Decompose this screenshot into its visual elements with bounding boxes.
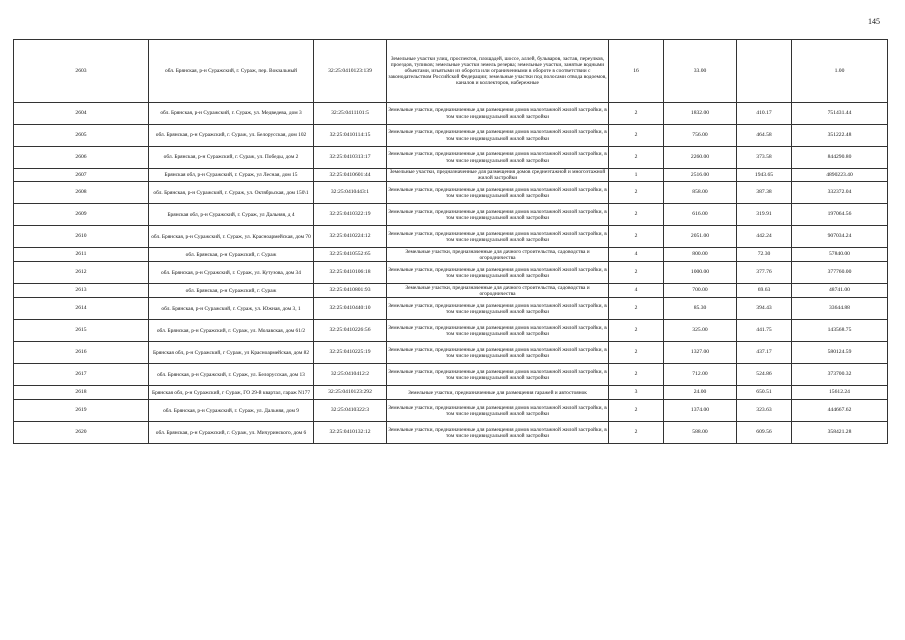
land-use-cell: Земельные участки, предназначенные для размещения домов малоэтажной жилой застройки, в том числе индивидуальной жилой застройки: [387, 147, 609, 169]
cadastral-value-cell: 15612.24: [792, 386, 888, 400]
row-number-cell: 2604: [14, 103, 149, 125]
registry-table: [13, 39, 888, 444]
cadastral-value-cell: 4890223.40: [792, 169, 888, 182]
row-number-cell: 2619: [14, 400, 149, 422]
area-cell: 616.00: [664, 204, 737, 226]
cadastral-number-cell: 32:25:0410123:139: [314, 40, 387, 103]
land-use-cell: Земельные участки, предназначенные для размещения домов малоэтажной жилой застройки, в том числе индивидуальной жилой застройки: [387, 342, 609, 364]
group-number-cell: 2: [609, 262, 664, 284]
land-use-cell: Земельные участки улиц, проспектов, площадей, шоссе, аллей, бульваров, застав, переулков, проездов, тупиков; земельные участки земель резерва; земельные участки, занятые водными объектами, изъятыми из оборота или ограниченными в обороте в соответствии с законодательством Российской Федерации; земельные участки под полосами отвода водоемов, каналов и коллекторов, набережные: [387, 40, 609, 103]
row-number-cell: 2617: [14, 364, 149, 386]
group-number-cell: 3: [609, 386, 664, 400]
cadastral-number-cell: 32:25:0410440:10: [314, 298, 387, 320]
land-use-cell: Земельные участки, предназначенные для размещения домов малоэтажной жилой застройки, в том числе индивидуальной жилой застройки: [387, 226, 609, 248]
cadastral-value-cell: 907034.24: [792, 226, 888, 248]
table-row: [14, 364, 888, 386]
address-cell: обл. Брянская, р-н Суражский, г. Сураж, ул. Белорусская, дом 13: [149, 364, 314, 386]
land-use-cell: Земельные участки, предназначенные для размещения домов малоэтажной жилой застройки, в том числе индивидуальной жилой застройки: [387, 182, 609, 204]
specific-value-cell: 410.17: [737, 103, 792, 125]
area-cell: 1374.00: [664, 400, 737, 422]
address-cell: Брянская обл, р-н Суражский, г. Сураж, ул Лесная, дом 15: [149, 169, 314, 182]
specific-value-cell: 394.43: [737, 298, 792, 320]
specific-value-cell: 609.56: [737, 422, 792, 444]
specific-value-cell: [737, 40, 792, 103]
area-cell: 588.00: [664, 422, 737, 444]
cadastral-number-cell: 32:25:0410132:12: [314, 422, 387, 444]
group-number-cell: 2: [609, 298, 664, 320]
row-number-cell: 2609: [14, 204, 149, 226]
specific-value-cell: 373.58: [737, 147, 792, 169]
table-row: [14, 169, 888, 182]
cadastral-number-cell: 32:25:0410123:292: [314, 386, 387, 400]
area-cell: 800.00: [664, 248, 737, 262]
address-cell: Брянская обл, р-н Суражский, г. Сураж, ул Дальняя, д 4: [149, 204, 314, 226]
group-number-cell: 2: [609, 422, 664, 444]
area-cell: 325.00: [664, 320, 737, 342]
row-number-cell: 2611: [14, 248, 149, 262]
table-row: [14, 125, 888, 147]
address-cell: Брянская обл, р-н Суражский, г Сураж, ул Красноармейская, дом 82: [149, 342, 314, 364]
table-row: [14, 40, 888, 103]
address-cell: обл. Брянская, р-н Суражский, г. Сураж, ул. Победы, дом 2: [149, 147, 314, 169]
row-number-cell: 2603: [14, 40, 149, 103]
cadastral-number-cell: 32:25:0410106:18: [314, 262, 387, 284]
cadastral-number-cell: 32:25:0410601:44: [314, 169, 387, 182]
area-cell: 2051.00: [664, 226, 737, 248]
table-row: [14, 226, 888, 248]
row-number-cell: 2620: [14, 422, 149, 444]
cadastral-number-cell: 32:25:0410114:15: [314, 125, 387, 147]
group-number-cell: 4: [609, 284, 664, 298]
table-row: [14, 400, 888, 422]
land-use-cell: Земельные участки, предназначенные для дачного строительства, садоводства и огородничества: [387, 284, 609, 298]
area-cell: 2260.00: [664, 147, 737, 169]
cadastral-number-cell: 32:25:0410322:3: [314, 400, 387, 422]
row-number-cell: 2606: [14, 147, 149, 169]
address-cell: обл. Брянская, р-н Суражский, г. Сураж, ул. Южная, дом 3, 1: [149, 298, 314, 320]
cadastral-number-cell: 32:25:0410225:19: [314, 342, 387, 364]
cadastral-number-cell: 32:25:0410443:1: [314, 182, 387, 204]
table-row: [14, 204, 888, 226]
area-cell: 756.00: [664, 125, 737, 147]
cadastral-value-cell: 143568.75: [792, 320, 888, 342]
land-use-cell: Земельные участки, предназначенные для размещения домов малоэтажной жилой застройки, в том числе индивидуальной жилой застройки: [387, 422, 609, 444]
cadastral-value-cell: 197064.56: [792, 204, 888, 226]
land-use-cell: Земельные участки, предназначенные для размещения домов малоэтажной жилой застройки, в том числе индивидуальной жилой застройки: [387, 204, 609, 226]
row-number-cell: 2605: [14, 125, 149, 147]
specific-value-cell: 69.63: [737, 284, 792, 298]
group-number-cell: 2: [609, 182, 664, 204]
specific-value-cell: 442.24: [737, 226, 792, 248]
address-cell: Брянская обл, р-н Суражский, г Сураж, ГО 29-й квартал, гараж N177: [149, 386, 314, 400]
specific-value-cell: 650.51: [737, 386, 792, 400]
address-cell: обл. Брянская, р-н Суражский, г. Сураж, ул. Молавская, дом 61/2: [149, 320, 314, 342]
area-cell: 33.00: [664, 40, 737, 103]
area-cell: 1000.00: [664, 262, 737, 284]
row-number-cell: 2618: [14, 386, 149, 400]
address-cell: обл. Брянская, р-н Суражский, г. Сураж, ул. Мичуринского, дом 6: [149, 422, 314, 444]
land-use-cell: Земельные участки, предназначенные для размещения домов малоэтажной жилой застройки, в том числе индивидуальной жилой застройки: [387, 400, 609, 422]
cadastral-number-cell: 32:25:0411101:5: [314, 103, 387, 125]
land-use-cell: Земельные участки, предназначенные для размещения домов малоэтажной жилой застройки, в том числе индивидуальной жилой застройки: [387, 298, 609, 320]
land-use-cell: Земельные участки, предназначенные для размещения домов малоэтажной жилой застройки, в том числе индивидуальной жилой застройки: [387, 364, 609, 386]
land-use-cell: Земельные участки, предназначенные для размещения домов малоэтажной жилой застройки, в том числе индивидуальной жилой застройки: [387, 125, 609, 147]
table-row: [14, 298, 888, 320]
group-number-cell: 2: [609, 320, 664, 342]
cadastral-value-cell: 580124.59: [792, 342, 888, 364]
address-cell: обл. Брянская, р-н Суражский, г. Сураж, ул. Дальняя, дом 9: [149, 400, 314, 422]
group-number-cell: 1: [609, 169, 664, 182]
cadastral-value-cell: 751431.44: [792, 103, 888, 125]
row-number-cell: 2614: [14, 298, 149, 320]
cadastral-number-cell: 32:25:0410552:65: [314, 248, 387, 262]
cadastral-number-cell: 32:25:0410224:12: [314, 226, 387, 248]
cadastral-number-cell: 32:25:0410801:93: [314, 284, 387, 298]
address-cell: обл. Брянская, р-н Суражский, г. Сураж, ул. Октябрьская, дом 150\1: [149, 182, 314, 204]
table-row: [14, 386, 888, 400]
group-number-cell: 2: [609, 103, 664, 125]
row-number-cell: 2612: [14, 262, 149, 284]
table-row: [14, 342, 888, 364]
specific-value-cell: 72.30: [737, 248, 792, 262]
address-cell: обл. Брянская, р-н Суражский, г. Сураж, пер. Вокзальный: [149, 40, 314, 103]
area-cell: 1832.00: [664, 103, 737, 125]
registry-rows: [14, 40, 888, 444]
specific-value-cell: 524.86: [737, 364, 792, 386]
specific-value-cell: 437.17: [737, 342, 792, 364]
area-cell: 1327.00: [664, 342, 737, 364]
area-cell: 712.00: [664, 364, 737, 386]
row-number-cell: 2615: [14, 320, 149, 342]
cadastral-number-cell: 32:25:0410313:17: [314, 147, 387, 169]
row-number-cell: 2608: [14, 182, 149, 204]
cadastral-value-cell: 332372.04: [792, 182, 888, 204]
cadastral-number-cell: 32:25:0410226:56: [314, 320, 387, 342]
row-number-cell: 2616: [14, 342, 149, 364]
area-cell: 700.00: [664, 284, 737, 298]
group-number-cell: 2: [609, 226, 664, 248]
table-row: [14, 147, 888, 169]
land-use-cell: Земельные участки, предназначенные для размещения домов малоэтажной жилой застройки, в том числе индивидуальной жилой застройки: [387, 320, 609, 342]
cadastral-value-cell: 1.00: [792, 40, 888, 103]
address-cell: обл. Брянская, р-н Суражский, г. Сураж: [149, 284, 314, 298]
cadastral-number-cell: 32:25:0410322:19: [314, 204, 387, 226]
area-cell: 24.00: [664, 386, 737, 400]
table-row: [14, 422, 888, 444]
row-number-cell: 2613: [14, 284, 149, 298]
group-number-cell: 2: [609, 342, 664, 364]
table-row: [14, 262, 888, 284]
table-row: [14, 248, 888, 262]
area-cell: 2516.00: [664, 169, 737, 182]
cadastral-value-cell: 33644.88: [792, 298, 888, 320]
row-number-cell: 2610: [14, 226, 149, 248]
group-number-cell: 16: [609, 40, 664, 103]
address-cell: обл. Брянская, р-н Суражский, г. Сураж, ул. Кутузова, дом 34: [149, 262, 314, 284]
specific-value-cell: 319.91: [737, 204, 792, 226]
specific-value-cell: 377.76: [737, 262, 792, 284]
cadastral-value-cell: 373700.32: [792, 364, 888, 386]
table-row: [14, 320, 888, 342]
address-cell: обл. Брянская, р-н Суражский, г. Сураж, ул. Белорусская, дом 102: [149, 125, 314, 147]
group-number-cell: 2: [609, 147, 664, 169]
table-row: [14, 182, 888, 204]
specific-value-cell: 464.58: [737, 125, 792, 147]
group-number-cell: 4: [609, 248, 664, 262]
area-cell: 85.30: [664, 298, 737, 320]
cadastral-value-cell: 48741.00: [792, 284, 888, 298]
address-cell: обл. Брянская, р-н Суражский, г. Сураж: [149, 248, 314, 262]
specific-value-cell: 323.63: [737, 400, 792, 422]
cadastral-value-cell: 351222.48: [792, 125, 888, 147]
cadastral-value-cell: 57840.00: [792, 248, 888, 262]
cadastral-value-cell: 444667.62: [792, 400, 888, 422]
group-number-cell: 2: [609, 400, 664, 422]
row-number-cell: 2607: [14, 169, 149, 182]
land-use-cell: Земельные участки, предназначенные для размещения домов малоэтажной жилой застройки, в том числе индивидуальной жилой застройки: [387, 262, 609, 284]
address-cell: обл. Брянская, р-н Суражский, г. Сураж, ул. Медведева, дом 3: [149, 103, 314, 125]
address-cell: обл. Брянская, р-н Суражский, г. Сураж, ул. Красноармейская, дом 70: [149, 226, 314, 248]
table-row: [14, 103, 888, 125]
group-number-cell: 2: [609, 125, 664, 147]
land-use-cell: Земельные участки, предназначенные для размещения домов среднеэтажной и многоэтажной жилой застройки: [387, 169, 609, 182]
table-row: [14, 284, 888, 298]
land-use-cell: Земельные участки, предназначенные для дачного строительства, садоводства и огородничества: [387, 248, 609, 262]
land-use-cell: Земельные участки, предназначенные для размещения гаражей и автостоянок: [387, 386, 609, 400]
cadastral-value-cell: 358421.28: [792, 422, 888, 444]
specific-value-cell: 441.75: [737, 320, 792, 342]
group-number-cell: 2: [609, 364, 664, 386]
land-use-cell: Земельные участки, предназначенные для размещения домов малоэтажной жилой застройки, в том числе индивидуальной жилой застройки: [387, 103, 609, 125]
cadastral-value-cell: 377760.00: [792, 262, 888, 284]
specific-value-cell: 1943.65: [737, 169, 792, 182]
page-number: 145: [868, 17, 880, 26]
cadastral-value-cell: 844290.80: [792, 147, 888, 169]
cadastral-number-cell: 32:25:0410412:2: [314, 364, 387, 386]
group-number-cell: 2: [609, 204, 664, 226]
area-cell: 858.00: [664, 182, 737, 204]
specific-value-cell: 387.38: [737, 182, 792, 204]
